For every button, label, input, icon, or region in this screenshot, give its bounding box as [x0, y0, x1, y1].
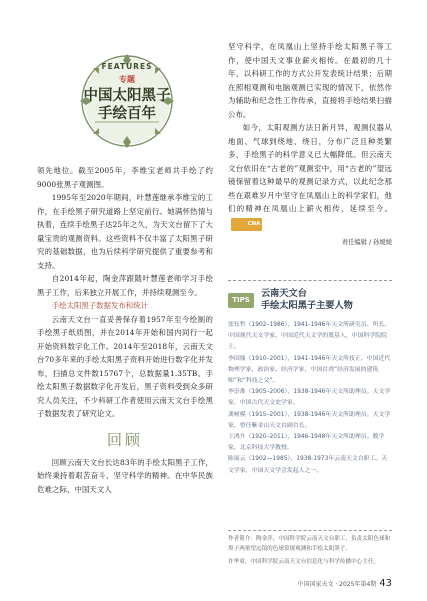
- right-column: [228, 40, 392, 246]
- body-paragraph-3: 云南天文台一直妥善保存着1957年至今绘制的手绘黑子纸质图，并在2014年开始和国内同行一起开始资料数字化工作。2014年至2018年，云南天文台70多年来的手绘太阳黑子资料开始进行数字化并发布，扫描总文件数15767个，总数据量1.35TB。手绘太阳黑子数据数字化开发后，黑子资料受到众多研究人员关注，不少科研工作者使用云南天文台手绘黑子数据发表了研究论文。: [37, 314, 213, 418]
- left-column: [37, 164, 213, 496]
- body-paragraph-4: 回顾云南天文台长达83年的手绘太阳黑子工作，始终秉持着艰苦奋斗、坚守科学的精神。在中华民族危难之际，中国天文人: [37, 457, 213, 494]
- right-paragraph-2: [228, 121, 392, 231]
- tips-badge: TIPS: [228, 293, 254, 308]
- tips-header: [228, 288, 392, 316]
- page-footer: [297, 578, 392, 589]
- author-bio-2: 许华童，中国科学院云南天文台信息化与科学传播中心主任。: [228, 559, 380, 565]
- tip-person: 王鸿升（1920–2011），1946-1948年天文所助理员。数学家，北京科技大学教授。: [228, 434, 385, 452]
- right-paragraph-1: 坚守科学，在凤凰山上坚持手绘太阳黑子等工作，使中国天文事业薪火相传。在最初的几十年，以科研工作的方式公开发表统计结果；后期在照相观测和电脑观测已实现的情况下，依然作为辅助和纪念性工作传承，直接将手绘结果扫描公布。: [228, 42, 392, 119]
- intro-paragraph: 领先地位。截至2005年，李维宝老师共手绘了约9000张黑子观测图。: [37, 166, 213, 189]
- tip-person: 李崇淮（1905–2006），1938-1946年天文所助理员。天文学家，中国古代天文史学家。: [228, 389, 391, 407]
- magazine-issue: 中国国家天文 · 2025年第4期: [297, 581, 377, 588]
- feature-badge: [45, 46, 209, 156]
- feature-tag: 专题: [119, 74, 135, 84]
- feature-title-line-1: 中国太阳黑子: [83, 87, 171, 104]
- feature-title-line-2: 手绘百年: [98, 105, 156, 122]
- tip-person: 李国鼎（1910–2001），1941-1946年天文所技正。中国近代物理学家、政治家、经济学家，中国台湾“经济发展的建筑师”和“科技之父”。: [228, 355, 391, 385]
- tips-list: [228, 320, 392, 477]
- features-label: FEATURES: [101, 62, 153, 71]
- tips-title: [261, 288, 353, 312]
- author-bio-1: 作者简介：陶金萍，中国科学院云南天文台职工，负责太阳色球和黑子两架望远镜的色球常规观测和手绘太阳黑子。: [228, 536, 391, 552]
- tip-person: 陈展云（1902—1985），1938-1973年云南天文台职工。天文学家，中国天文学会发起人之一。: [228, 456, 388, 474]
- tips-title-line-2: 手绘太阳黑子主要人物: [261, 300, 353, 311]
- tips-title-line-1: 云南天文台: [261, 288, 307, 299]
- page-number: 43: [379, 578, 392, 589]
- credits-divider: [228, 530, 392, 531]
- author-credits: [228, 535, 392, 572]
- end-mark: CNA: [231, 218, 262, 232]
- feature-title: [45, 87, 209, 123]
- subheading: 手绘太阳黑子数据发布和统计: [51, 301, 148, 310]
- tip-person: 龚树模（1915–2001），1938-1946年天文所助理员。天文学家，曾任紫金山天文台副台长。: [228, 411, 391, 429]
- section-heading-review: 回顾: [106, 430, 143, 449]
- right-paragraph-2-text: 如今，太阳观测方法日新月异，观测仪器从地面、气球到绕地、绕日，分布广泛且种类繁多，手绘黑子的科学意义已大幅降低。但云南天文台依旧在“古老的”观测室中，用“古老的”望远镜保留着这种最早的观测记录方式，以此纪念那些在艰难岁月中坚守在凤凰山上的科学家们，他们的精神在凤凰山上薪火相传，延续至今。: [228, 123, 392, 213]
- tip-person: 张钰哲（1902–1986），1941-1946年天文所研究员、所长。中国现代天文学家、中国近代天文学的奠基人，中国科学院院士。: [228, 322, 391, 351]
- divider: [228, 280, 392, 281]
- body-paragraph-1: 1995年至2020年期间，叶慧莲继承李维宝的工作，在手绘黑子研究道路上坚定前行。她满怀热情与执着，连续手绘黑子达25年之久，为天文台留下了大量宝贵的观测资料。这些资料不仅丰富了太阳黑子研究的基础数据，也为后续科学研究提供了重要参考和支持。: [37, 193, 213, 270]
- body-paragraph-2: 自2014年起，陶金萍跟随叶慧莲老师学习手绘黑子工作，后来独立开展工作，并持续观测至今。: [37, 274, 213, 297]
- editor-credit: 责任编辑 / 孙媛媛: [341, 239, 392, 246]
